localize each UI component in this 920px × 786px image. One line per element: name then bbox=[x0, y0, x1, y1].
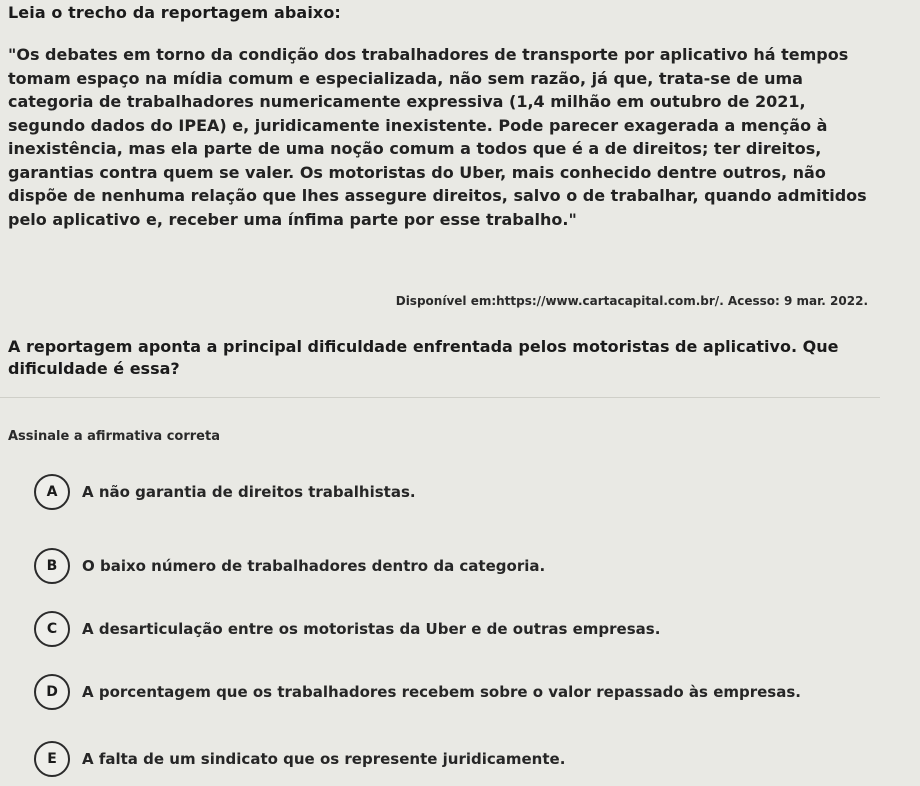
source-citation: Disponível em:https://www.cartacapital.com.br/. Acesso: 9 mar. 2022. bbox=[395, 294, 868, 308]
option-c[interactable] bbox=[34, 611, 660, 647]
option-letter-b[interactable]: B bbox=[34, 548, 70, 584]
option-text-c: A desarticulação entre os motoristas da Uber e de outras empresas. bbox=[82, 620, 661, 638]
option-letter-a[interactable]: A bbox=[34, 474, 70, 510]
answer-instruction: Assinale a afirmativa correta bbox=[8, 429, 220, 444]
divider bbox=[0, 397, 880, 398]
option-text-b: O baixo número de trabalhadores dentro da categoria. bbox=[82, 557, 546, 575]
option-b[interactable] bbox=[34, 548, 545, 584]
question-text: A reportagem aponta a principal dificuldade enfrentada pelos motoristas de aplicativo. Que dificuldade é essa? bbox=[8, 337, 839, 378]
option-a[interactable] bbox=[34, 474, 416, 510]
option-text-d: A porcentagem que os trabalhadores recebem sobre o valor repassado às empresas. bbox=[82, 683, 801, 701]
instruction-text: Leia o trecho da reportagem abaixo: bbox=[8, 3, 341, 22]
option-text-e: A falta de um sindicato que os represente juridicamente. bbox=[82, 750, 566, 768]
option-text-a: A não garantia de direitos trabalhistas. bbox=[82, 483, 416, 501]
quoted-excerpt: "Os debates em torno da condição dos trabalhadores de transporte por aplicativo há tempos tomam espaço na mídia comum e especializada, não sem razão, já que, trata-se de uma categoria de trabalhadores numericamente expressiva (1,4 milhão em outubro de 2021, segundo dados do IPEA) e, juridicamente inexistente. Pode parecer exagerada a menção à inexistência, mas ela parte de uma noção comum a todos que é a de direitos; ter direitos, garantias contra quem se valer. Os motoristas do Uber, mais conhecido dentre outros, não dispõe de nenhuma relação que lhes assegure direitos, salvo o de trabalhar, quando admitidos pelo aplicativo e, receber uma ínfima parte por esse trabalho." bbox=[8, 45, 867, 229]
option-e[interactable] bbox=[34, 741, 565, 777]
option-letter-c[interactable]: C bbox=[34, 611, 70, 647]
option-d[interactable] bbox=[34, 674, 801, 710]
option-letter-e[interactable]: E bbox=[34, 741, 70, 777]
option-letter-d[interactable]: D bbox=[34, 674, 70, 710]
